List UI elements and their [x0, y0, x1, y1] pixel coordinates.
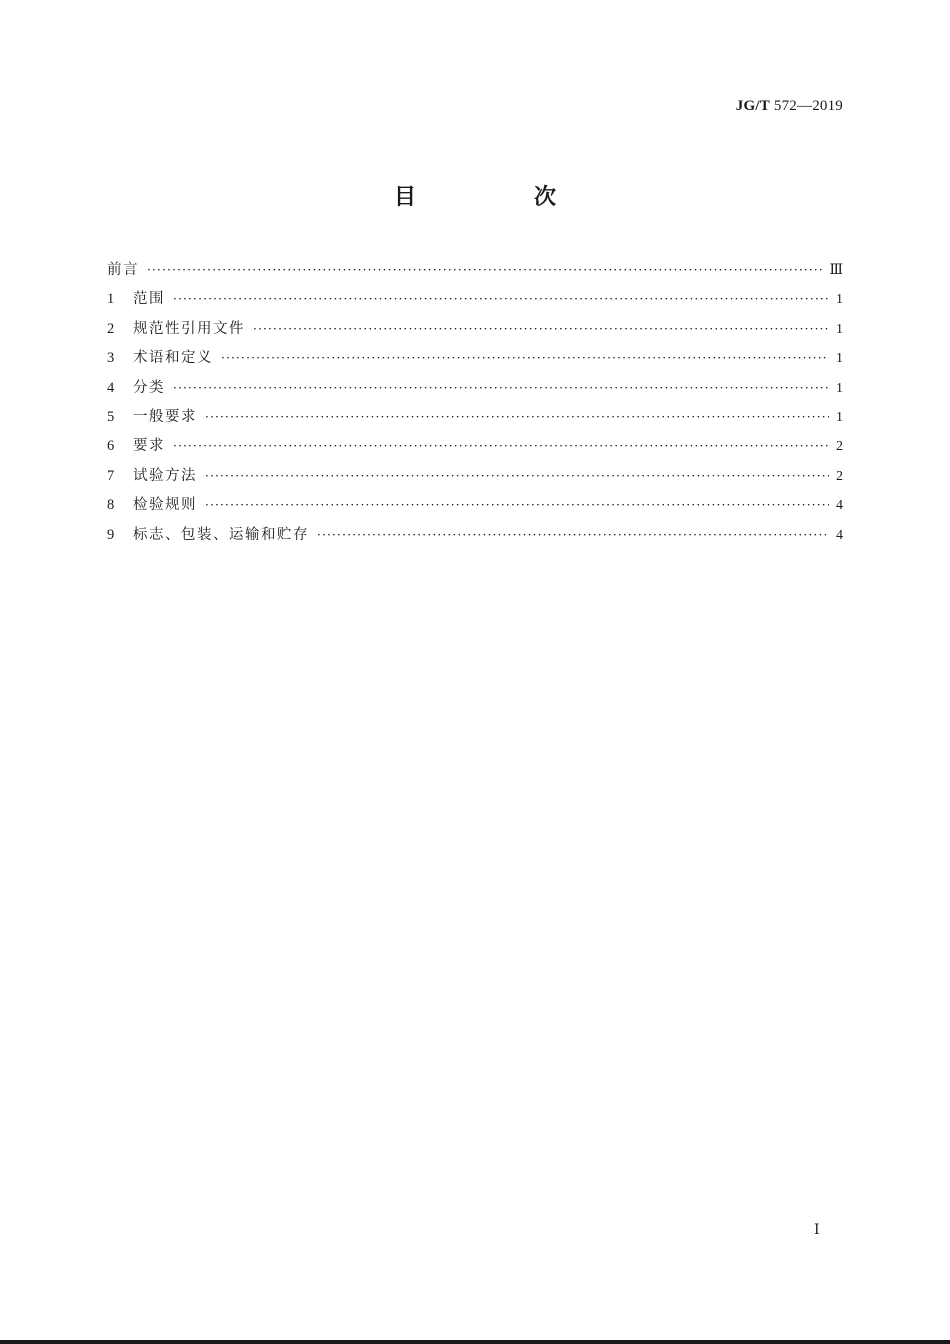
toc-entry-page: 4	[836, 498, 843, 514]
standard-number: 572—2019	[773, 98, 843, 114]
toc-entry-3[interactable]	[107, 346, 843, 375]
toc-entry-number: 4	[107, 379, 115, 396]
toc-dot-leader	[221, 346, 829, 370]
toc-entry-label: 前言	[107, 262, 139, 278]
table-of-contents	[107, 258, 843, 552]
toc-entry-page: 2	[836, 439, 843, 455]
toc-entry-7[interactable]	[107, 464, 843, 493]
toc-entry-number: 3	[107, 350, 115, 367]
toc-entry-label: 试验方法	[133, 467, 197, 484]
toc-entry-number: 9	[107, 526, 115, 543]
toc-entry-label: 术语和定义	[133, 350, 213, 367]
toc-dot-leader	[253, 317, 829, 341]
standard-code	[736, 98, 843, 115]
toc-dot-leader	[205, 493, 829, 517]
toc-dot-leader	[173, 376, 829, 400]
toc-dot-leader	[205, 405, 829, 429]
page-number: Ⅰ	[814, 1223, 820, 1238]
page-title: 目 次	[393, 185, 604, 210]
toc-entry-label: 一般要求	[133, 408, 197, 425]
toc-dot-leader	[147, 258, 823, 282]
toc-entry-number: 5	[107, 408, 115, 425]
toc-entry-1[interactable]	[107, 287, 843, 316]
toc-entry-label: 范围	[133, 291, 165, 308]
toc-dot-leader	[173, 287, 829, 311]
toc-entry-number: 1	[107, 291, 115, 308]
standard-prefix: JG/T	[735, 98, 770, 114]
toc-entry-label: 分类	[133, 379, 165, 396]
toc-entry-label: 要求	[133, 438, 165, 455]
toc-entry-label: 检验规则	[133, 497, 197, 514]
toc-entry-page: 1	[836, 351, 843, 367]
toc-entry-number: 7	[107, 467, 115, 484]
toc-entry-page: 1	[836, 409, 843, 425]
toc-entry-number: 6	[107, 438, 115, 455]
toc-entry-6[interactable]	[107, 434, 843, 463]
toc-entry-page: 1	[836, 321, 843, 337]
toc-entry-page: 2	[836, 468, 843, 484]
bottom-edge-rule	[0, 1340, 950, 1344]
toc-entry-page: 4	[836, 527, 843, 543]
toc-dot-leader	[205, 464, 829, 488]
toc-entry-9[interactable]	[107, 523, 843, 552]
toc-entry-page: 1	[836, 380, 843, 396]
toc-entry-page: 1	[836, 292, 843, 308]
toc-entry-label: 规范性引用文件	[133, 320, 245, 337]
toc-entry-page: Ⅲ	[829, 263, 843, 278]
toc-entry-8[interactable]	[107, 493, 843, 522]
toc-entry-foreword[interactable]	[107, 258, 843, 287]
toc-dot-leader	[173, 434, 829, 458]
toc-entry-number: 2	[107, 320, 115, 337]
toc-entry-number: 8	[107, 497, 115, 514]
toc-entry-5[interactable]	[107, 405, 843, 434]
toc-entry-2[interactable]	[107, 317, 843, 346]
toc-dot-leader	[317, 523, 829, 547]
toc-entry-label: 标志、包装、运输和贮存	[133, 526, 309, 543]
toc-entry-4[interactable]	[107, 376, 843, 405]
